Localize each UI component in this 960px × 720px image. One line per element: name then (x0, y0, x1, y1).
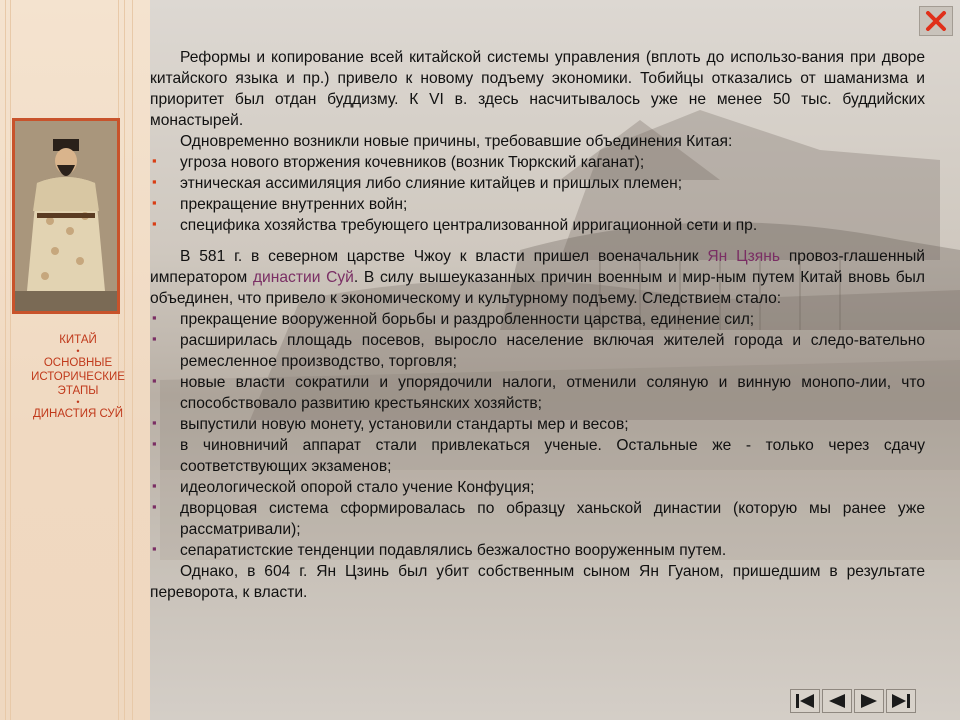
sidebar-line (10, 0, 11, 720)
nav-link-sui-dynasty[interactable]: ДИНАСТИЯ СУЙ (33, 408, 123, 420)
nav-separator: • (76, 346, 80, 356)
bullet-icon: ▪ (152, 541, 157, 556)
last-page-button[interactable] (886, 689, 916, 713)
bullet-icon: ▪ (152, 153, 157, 168)
bullet-icon: ▪ (152, 499, 157, 514)
next-page-button[interactable] (854, 689, 884, 713)
list-item: ▪ этническая ассимиляция либо слияние китайцев и пришлых племен; (150, 173, 925, 194)
reasons-list (150, 152, 925, 236)
emperor-portrait (12, 118, 120, 314)
bullet-icon: ▪ (152, 216, 157, 231)
slide-navigation (790, 689, 916, 713)
list-item: ▪ специфика хозяйства требующего централизованной ирригационной сети и пр. (150, 215, 925, 236)
paragraph-reasons: Одновременно возникли новые причины, требовавшие объединения Китая: (180, 133, 733, 150)
paragraph-604: Однако, в 604 г. Ян Цзинь был убит собственным сыном Ян Гуаном, пришедшим в результате переворота, к власти. (150, 563, 925, 601)
bullet-icon: ▪ (152, 478, 157, 493)
bullet-icon: ▪ (152, 195, 157, 210)
link-yan-jian[interactable]: Ян Цзянь (707, 248, 780, 265)
close-x-icon (925, 11, 947, 31)
bullet-icon: ▪ (152, 415, 157, 430)
sidebar (0, 0, 150, 720)
prev-page-button[interactable] (822, 689, 852, 713)
paragraph-reforms: Реформы и копирование всей китайской системы управления (вплоть до использо-вания при дворе китайского языка и пр.) привело к новому подъему экономики. Тобийцы отказались от шаманизма и приоритет был отдан буддизму. К VI в. здесь насчитывалось уже не менее 50 тыс. буддийских монастырей. (150, 49, 925, 129)
list-item: ▪ идеологической опорой стало учение Конфуция; (150, 477, 925, 498)
next-page-icon (858, 693, 880, 709)
first-page-button[interactable] (790, 689, 820, 713)
nav-link-china[interactable]: КИТАЙ (59, 334, 97, 346)
prev-page-icon (826, 693, 848, 709)
list-item: ▪ расширилась площадь посевов, выросло население включая жителей города и следо-вательно ремесленное производство, торговля; (150, 330, 925, 372)
bullet-icon: ▪ (152, 331, 157, 346)
list-item: ▪ в чиновничий аппарат стали привлекаться ученые. Остальные же - только через сдачу соответствующих экзаменов; (150, 435, 925, 477)
list-item: ▪ прекращение вооруженной борьбы и раздробленности царства, единение сил; (150, 309, 925, 330)
bullet-icon: ▪ (152, 373, 157, 388)
list-item: ▪ новые власти сократили и упорядочили налоги, отменили соляную и винную монопо-лии, что способствовало развитию крестьянских хозяйств; (150, 372, 925, 414)
bullet-icon: ▪ (152, 436, 157, 451)
list-item: ▪ выпустили новую монету, установили стандарты мер и весов; (150, 414, 925, 435)
first-page-icon (794, 693, 816, 709)
nav-separator: • (76, 397, 80, 407)
bullet-icon: ▪ (152, 310, 157, 325)
list-item: ▪ дворцовая система сформировалась по образцу ханьской династии (которую мы ранее уже рассматривали); (150, 498, 925, 540)
list-item: ▪ сепаратистские тенденции подавлялись безжалостно вооруженным путем. (150, 540, 925, 561)
close-button[interactable] (919, 6, 953, 36)
consequences-list (150, 309, 925, 561)
sidebar-nav (30, 333, 126, 421)
main-content (150, 47, 925, 603)
nav-link-historical-stages[interactable]: ОСНОВНЫЕ ИСТОРИЧЕСКИЕ ЭТАПЫ (31, 357, 125, 397)
sidebar-line (5, 0, 6, 720)
sidebar-line (132, 0, 133, 720)
link-sui-dynasty[interactable]: династии Суй (252, 269, 354, 286)
bullet-icon: ▪ (152, 174, 157, 189)
last-page-icon (890, 693, 912, 709)
list-item: ▪ прекращение внутренних войн; (150, 194, 925, 215)
list-item: ▪ угроза нового вторжения кочевников (возник Тюркский каганат); (150, 152, 925, 173)
paragraph-581: В 581 г. в северном царстве Чжоу к власти пришел военачальник Ян Цзянь провоз-глашенный императором династии Суй. В силу вышеуказанных причин военным и мир-ным путем Китай вновь был объединен, что привело к экономическому и культурному подъему. Следствием стало: (150, 248, 926, 307)
